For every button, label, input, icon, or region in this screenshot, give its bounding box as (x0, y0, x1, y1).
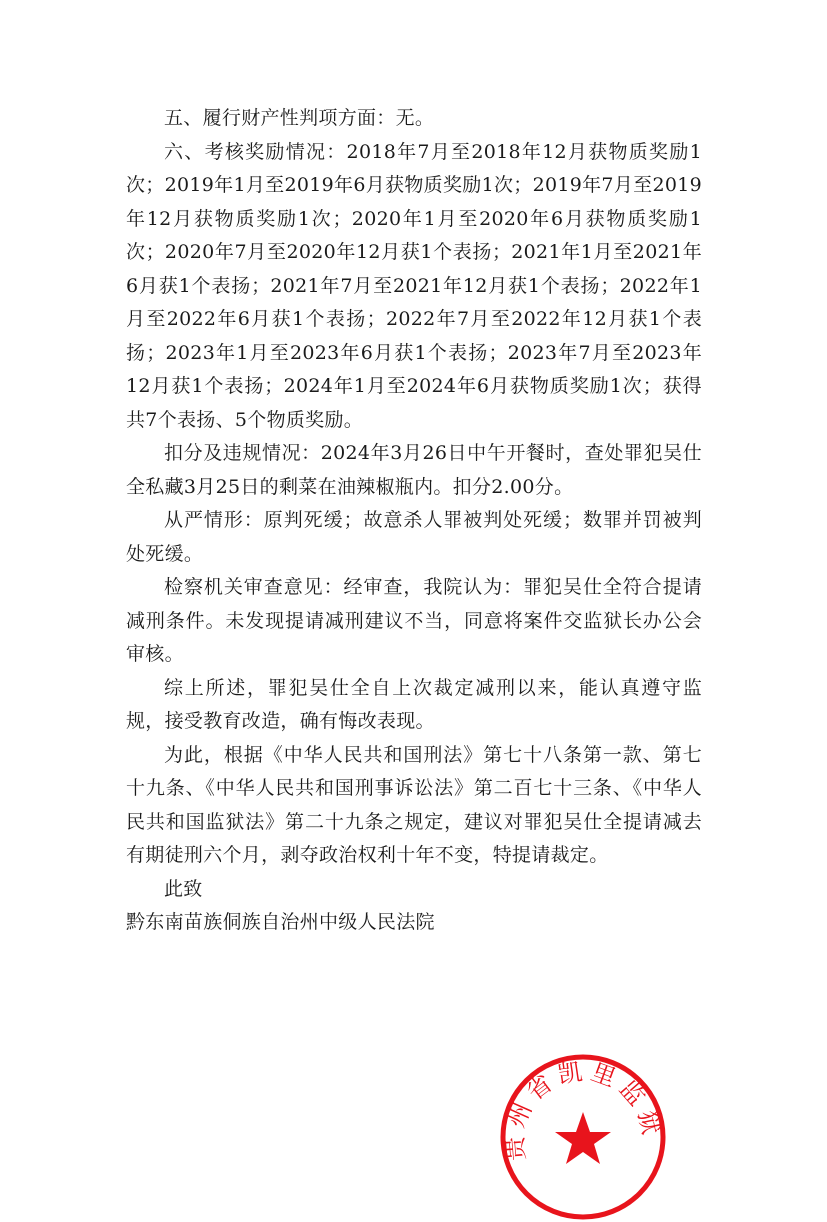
document-body (126, 102, 702, 940)
star-icon (555, 1112, 611, 1164)
paragraph-violations: 扣分及违规情况：2024年3月26日中午开餐时，查处罪犯吴仕全私藏3月25日的剩菜在油辣椒瓶内。扣分2.00分。 (126, 442, 702, 498)
paragraph-procuratorate-opinion: 检察机关审查意见：经审查，我院认为：罪犯吴仕全符合提请减刑条件。未发现提请减刑建议不当，同意将案件交监狱长办公会审核。 (126, 576, 702, 665)
paragraph-property-judgment: 五、履行财产性判项方面：无。 (164, 107, 435, 129)
paragraph-rewards: 六、考核奖励情况：2018年7月至2018年12月获物质奖励1次；2019年1月至2019年6月获物质奖励1次；2019年7月至2019年12月获物质奖励1次；2020年1月至2020年6月获物质奖励1次；2020年7月至2020年12月获1个表扬；2021年1月至2021年6月获1个表扬；2021年7月至2021年12月获1个表扬；2022年1月至2022年6月获1个表扬；2022年7月至2022年12月获1个表扬；2023年1月至2023年6月获1个表扬；2023年7月至2023年12月获1个表扬；2024年1月至2024年6月获物质奖励1次；获得共7个表扬、5个物质奖励。 (126, 140, 702, 431)
official-seal-stamp (498, 1052, 668, 1222)
paragraph-salutation: 此致 (164, 877, 203, 900)
paragraph-proposal: 为此，根据《中华人民共和国刑法》第七十八条第一款、第七十九条、《中华人民共和国刑事诉讼法》第二百七十三条、《中华人民共和国监狱法》第二十九条之规定，建议对罪犯吴仕全提请减去有期徒刑六个月，剥夺政治权利十年不变，特提请裁定。 (126, 743, 702, 866)
paragraph-summary: 综上所述，罪犯吴仕全自上次裁定减刑以来，能认真遵守监规，接受教育改造，确有悔改表现。 (126, 676, 702, 732)
seal-text: 贵州省凯里监狱 (500, 1056, 667, 1162)
addressee: 黔东南苗族侗族自治州中级人民法院 (126, 911, 435, 933)
paragraph-strict-circumstances: 从严情形：原判死缓；故意杀人罪被判处死缓；数罪并罚被判处死缓。 (126, 509, 702, 565)
